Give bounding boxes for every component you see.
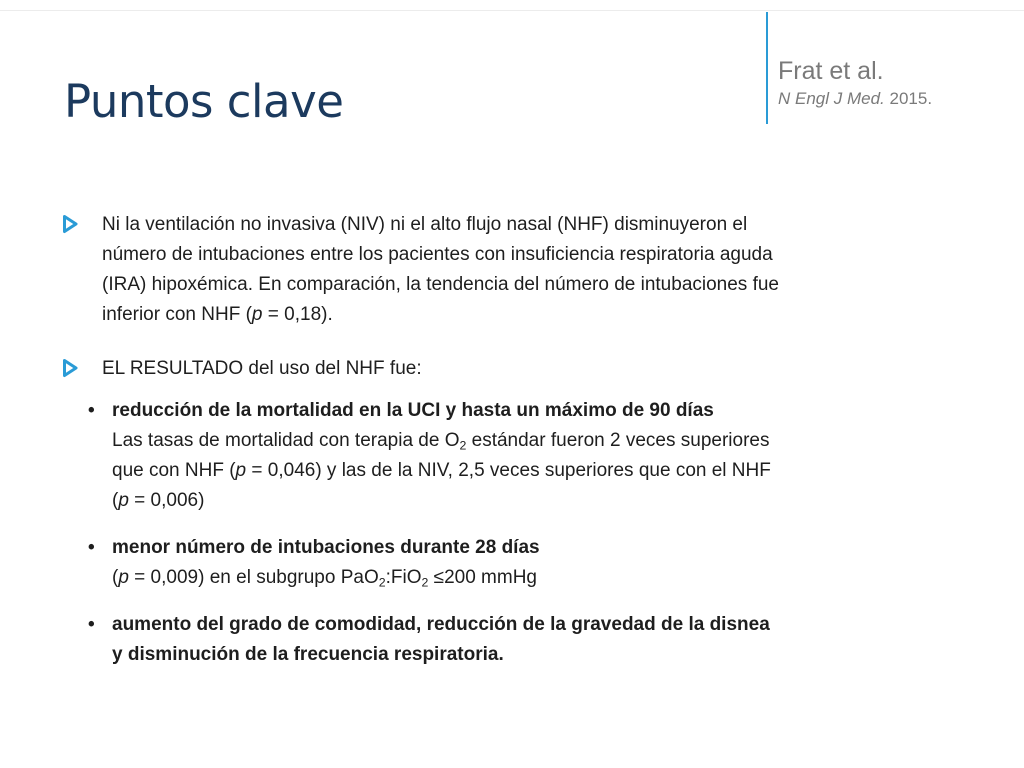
list-item <box>86 610 940 670</box>
arrow-icon <box>62 214 79 234</box>
bullet-detail-line: (p = 0,009) en el subgrupo PaO$_2$:FiO$_2$ ≤200 mmHg <box>112 567 537 590</box>
key-point <box>60 354 940 670</box>
bullet-dot: • <box>88 400 95 421</box>
result-list <box>86 396 940 670</box>
bullet-heading: aumento del grado de comodidad, reducción de la gravedad de la disnea <box>112 614 770 635</box>
point-line: (IRA) hipoxémica. En comparación, la tendencia del número de intubaciones fue <box>102 274 779 295</box>
list-item <box>86 396 940 516</box>
citation <box>778 56 932 112</box>
bullet-heading: y disminución de la frecuencia respiratoria. <box>112 644 504 665</box>
bullet-heading: reducción de la mortalidad en la UCI y hasta un máximo de 90 días <box>112 400 714 421</box>
key-point <box>60 210 940 330</box>
point-line: EL RESULTADO del uso del NHF fue: <box>102 358 422 379</box>
point-line: número de intubaciones entre los pacientes con insuficiencia respiratoria aguda <box>102 244 773 265</box>
arrow-icon <box>62 358 79 378</box>
bullet-detail-line: (p = 0,006) <box>112 490 205 511</box>
bullet-detail-line: Las tasas de mortalidad con terapia de $O_2$ estándar fueron 2 veces superiores <box>112 430 770 453</box>
citation-accent-bar <box>766 12 768 124</box>
list-item <box>86 533 940 593</box>
citation-source <box>778 86 932 112</box>
top-divider <box>0 10 1024 11</box>
point-line: inferior con NHF (p = 0,18). <box>102 304 333 325</box>
citation-year: 2015. <box>889 89 933 108</box>
key-points <box>60 210 940 670</box>
bullet-heading: menor número de intubaciones durante 28 días <box>112 537 540 558</box>
bullet-dot: • <box>88 537 95 558</box>
slide-title: Puntos clave <box>64 75 344 128</box>
bullet-detail-line: que con NHF (p = 0,046) y las de la NIV, 2,5 veces superiores que con el NHF <box>112 460 771 481</box>
bullet-dot: • <box>88 614 95 635</box>
citation-journal: N Engl J Med. <box>778 89 885 108</box>
citation-authors: Frat et al. <box>778 57 884 85</box>
point-line: Ni la ventilación no invasiva (NIV) ni el alto flujo nasal (NHF) disminuyeron el <box>102 214 748 235</box>
